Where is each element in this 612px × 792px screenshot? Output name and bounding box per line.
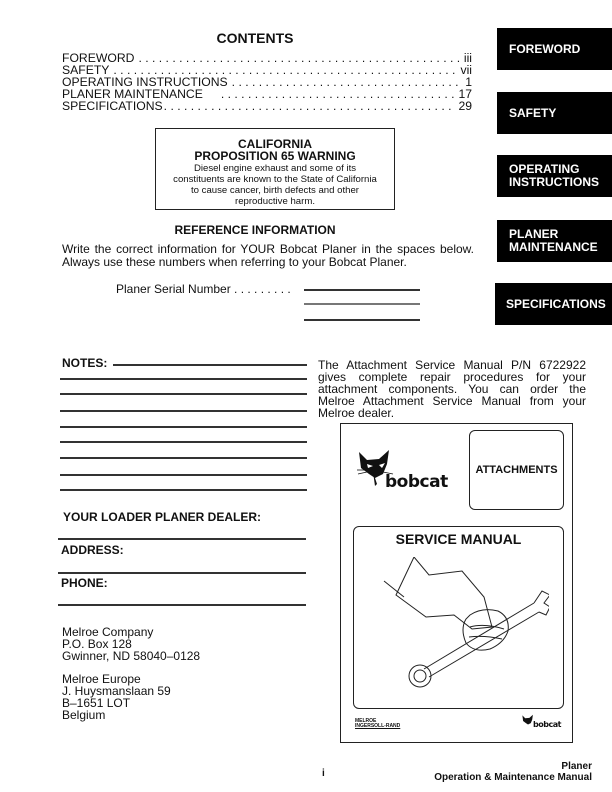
reference-title: REFERENCE INFORMATION <box>174 223 336 237</box>
toc-page: vii <box>460 64 472 76</box>
table-of-contents <box>62 52 472 112</box>
toc-page: iii <box>463 52 472 64</box>
notes-line[interactable] <box>60 474 307 476</box>
reference-text: Write the correct information for YOUR Bobcat Planer in the spaces below. Always use these numbers when referring to your Bobcat Planer. <box>62 242 474 269</box>
notes-line[interactable] <box>60 378 307 380</box>
toc-entry-specifications[interactable] <box>62 100 472 112</box>
toc-label: SPECIFICATIONS <box>62 100 163 112</box>
warning-heading: PROPOSITION 65 WARNING <box>194 149 356 163</box>
phone-field[interactable] <box>58 604 306 606</box>
toc-page: 29 <box>458 100 472 112</box>
address-line: Gwinner, ND 58040–0128 <box>62 649 201 663</box>
address-line: Belgium <box>62 708 106 722</box>
address-line: Melroe Europe <box>62 672 141 686</box>
cover-title: SERVICE MANUAL <box>395 531 522 547</box>
notes-label: NOTES: <box>62 356 108 370</box>
warning-line: constituents are known to the State of California <box>173 174 377 185</box>
notes-line[interactable] <box>60 489 307 491</box>
cover-category: ATTACHMENTS <box>475 464 558 476</box>
toc-leader <box>221 88 457 100</box>
toc-page: 17 <box>458 88 472 100</box>
toc-entry-planer-maintenance[interactable] <box>62 88 472 100</box>
toc-label: SAFETY <box>62 64 110 76</box>
tab-label-line2: MAINTENANCE <box>509 240 598 254</box>
address-field[interactable] <box>58 572 306 574</box>
address-line: Melroe Company <box>62 625 154 639</box>
serial-number-field[interactable] <box>304 319 420 321</box>
notes-line[interactable] <box>60 410 307 412</box>
document-title-line: Operation & Maintenance Manual <box>434 772 592 783</box>
contents-title: CONTENTS <box>216 30 294 46</box>
warning-line: to cause cancer, birth defects and other <box>191 185 359 196</box>
tab-specifications[interactable] <box>495 283 612 325</box>
serial-number-label: Planer Serial Number . . . . . . . . . <box>116 282 291 296</box>
toc-label: PLANER MAINTENANCE <box>62 88 203 100</box>
page-number: i <box>322 768 325 779</box>
toc-entry-foreword[interactable] <box>62 52 472 64</box>
address-line: P.O. Box 128 <box>62 637 132 651</box>
toc-label: FOREWORD <box>62 52 135 64</box>
phone-label: PHONE: <box>61 576 108 590</box>
serial-number-field[interactable] <box>304 289 420 291</box>
warning-line: Diesel engine exhaust and some of its <box>193 163 357 174</box>
hand-wrench-illustration <box>374 557 549 702</box>
toc-entry-operating-instructions[interactable] <box>62 76 472 88</box>
tab-planer-maintenance[interactable] <box>497 220 612 262</box>
attachment-manual-note: The Attachment Service Manual P/N 6722922 gives complete repair procedures for your attachment components. You can order the Melroe Attachment Service Manual from your Melroe dealer. <box>318 358 586 420</box>
toc-leader <box>138 52 461 64</box>
warning-heading: CALIFORNIA <box>238 137 312 151</box>
tab-safety[interactable] <box>497 92 612 134</box>
notes-line[interactable] <box>113 364 307 366</box>
tab-label: SAFETY <box>509 105 557 120</box>
warning-body <box>156 163 394 207</box>
publisher-line: INGERSOLL-RAND <box>355 723 401 729</box>
address-europe <box>62 673 171 721</box>
tab-label-line2: INSTRUCTIONS <box>509 175 599 189</box>
tab-label: FOREWORD <box>509 41 581 56</box>
warning-line: reproductive harm. <box>235 196 315 207</box>
bobcat-wordmark-small: bobcat <box>533 720 561 729</box>
tab-label-line1: OPERATING <box>509 162 580 176</box>
cover-publisher <box>355 719 400 729</box>
address-label: ADDRESS: <box>61 543 124 557</box>
toc-page: 1 <box>465 76 472 88</box>
toc-leader <box>232 76 464 88</box>
tab-foreword[interactable] <box>497 28 612 70</box>
dealer-field[interactable] <box>58 538 306 540</box>
service-manual-cover-image <box>340 423 573 743</box>
bobcat-wordmark: bobcat <box>385 472 448 492</box>
dealer-label: YOUR LOADER PLANER DEALER: <box>63 510 262 524</box>
bobcat-logo <box>355 448 460 498</box>
notes-line[interactable] <box>60 426 307 428</box>
cover-main-panel <box>353 526 564 709</box>
cover-small-logo <box>521 714 566 734</box>
toc-entry-safety[interactable] <box>62 64 472 76</box>
tab-label-line1: PLANER <box>509 227 559 241</box>
toc-label: OPERATING INSTRUCTIONS <box>62 76 228 88</box>
toc-leader <box>164 100 457 112</box>
prop65-warning-box <box>155 128 395 210</box>
cover-category-box <box>469 430 564 510</box>
publisher-line: MELROE <box>355 718 377 724</box>
document-title-line: Planer <box>561 761 592 772</box>
serial-number-field[interactable] <box>304 303 420 305</box>
document-title <box>434 761 592 783</box>
tab-label: SPECIFICATIONS <box>506 296 606 311</box>
notes-line[interactable] <box>60 441 307 443</box>
toc-leader <box>113 64 458 76</box>
tab-operating-instructions[interactable] <box>497 155 612 197</box>
notes-line[interactable] <box>60 393 307 395</box>
address-line: B–1651 LOT <box>62 696 131 710</box>
notes-line[interactable] <box>60 457 307 459</box>
address-line: J. Huysmanslaan 59 <box>62 684 171 698</box>
address-us <box>62 626 200 662</box>
